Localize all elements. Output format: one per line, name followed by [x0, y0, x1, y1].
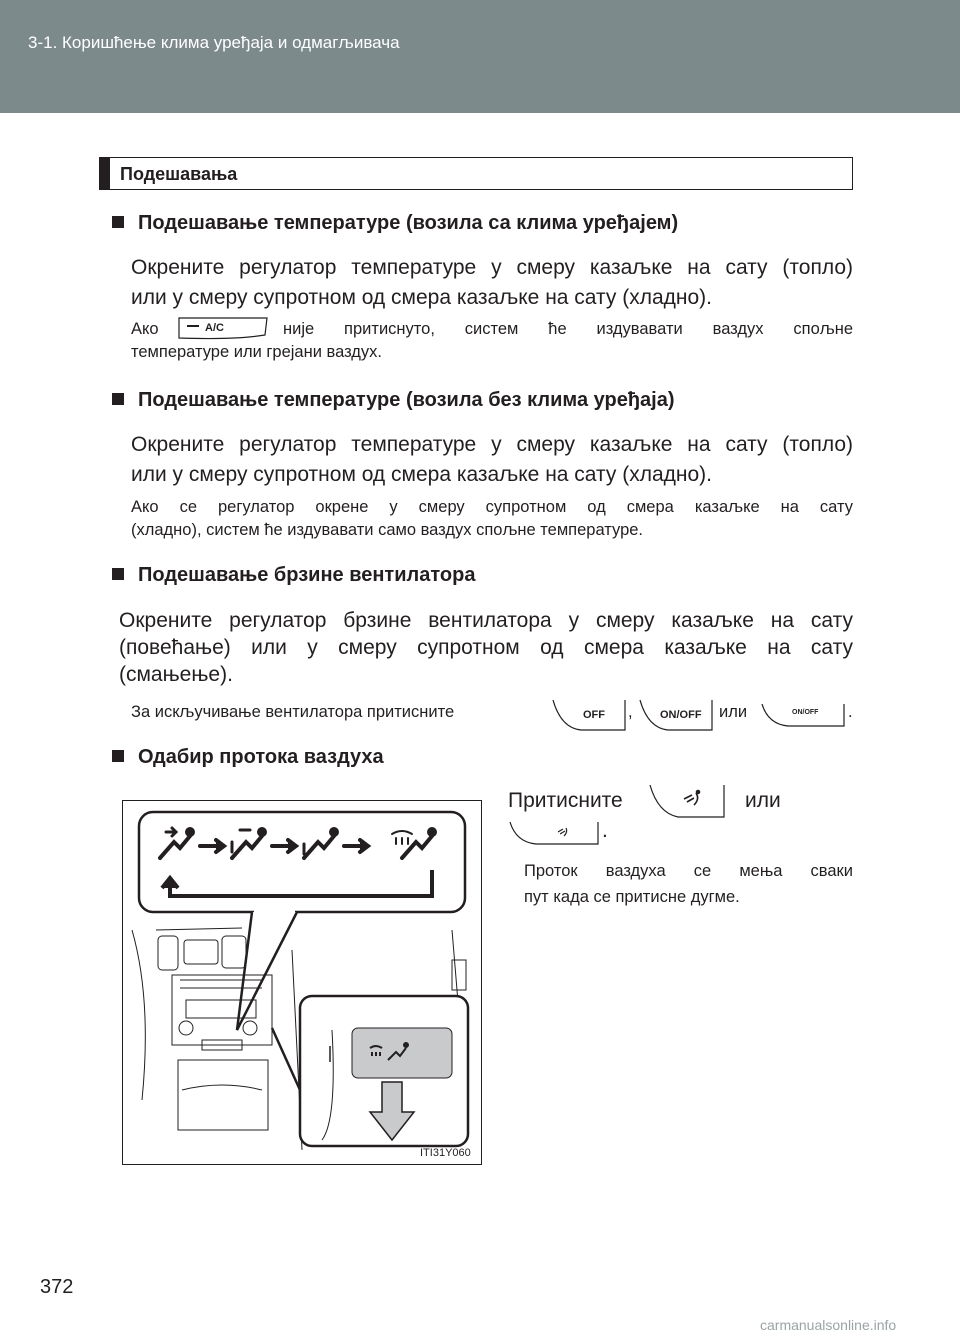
square-bullet-icon — [112, 568, 124, 580]
heading-temp-ac — [112, 212, 678, 235]
fan-body-line3: (смањење). — [119, 663, 233, 686]
temp-ac-body-line2: или у смеру супротном од смера казаљке на сату (хладно). — [131, 286, 712, 309]
section-title-bar — [100, 158, 110, 189]
heading-airflow — [112, 746, 384, 769]
square-bullet-icon — [112, 393, 124, 405]
temp-noac-body-line2: или у смеру супротном од смера казаљке на сату (хладно). — [131, 463, 712, 486]
ac-button-label: A/C — [205, 322, 224, 334]
on-off-button-icon — [638, 698, 714, 732]
airflow-dot: . — [602, 819, 608, 842]
on-off-small-button-label: ON/OFF — [792, 709, 819, 716]
mode-button-icon — [648, 783, 726, 819]
header-section-title: 3-1. Коришћење клима уређаја и одмагљивача — [28, 33, 400, 52]
heading-temp-noac-text: Подешавање температуре (возила без клима уређаја) — [138, 389, 675, 411]
heading-fan-speed — [112, 564, 475, 587]
airflow-note-line2: пут када се притисне дугме. — [524, 888, 740, 906]
section-title: Подешавања — [120, 164, 238, 184]
watermark: carmanualsonline.info — [760, 1317, 897, 1333]
page-header — [0, 0, 960, 113]
fan-note-sep1: , — [628, 703, 633, 721]
square-bullet-icon — [112, 750, 124, 762]
off-button-icon — [551, 698, 627, 732]
on-off-small-button-icon — [760, 700, 846, 730]
ac-button-icon — [175, 315, 269, 341]
temp-ac-note-line2: температуре или грејани ваздух. — [131, 343, 382, 361]
fan-body-line2: (повећање) или у смеру супротном од смера казаљке на сату — [119, 636, 853, 659]
fan-note-sep2: или — [719, 703, 748, 721]
temp-ac-body-line1: Окрените регулатор температуре у смеру казаљке на сату (топло) — [131, 256, 853, 279]
airflow-note-line1: Проток ваздуха се мења сваки — [524, 862, 853, 880]
temp-noac-body-line1: Окрените регулатор температуре у смеру казаљке на сату (топло) — [131, 433, 853, 456]
temp-ac-note-post: није притиснуто, систем ће издувавати ваздух спољне — [283, 320, 853, 338]
page-number: 372 — [40, 1276, 74, 1298]
airflow-press-label: Притисните — [508, 789, 623, 812]
airflow-or-label: или — [745, 789, 781, 812]
fan-note-pre: За искључивање вентилатора притисните — [131, 703, 455, 721]
square-bullet-icon — [112, 216, 124, 228]
heading-temp-noac — [112, 389, 675, 412]
fan-note-end: . — [848, 703, 853, 721]
on-off-button-label: ON/OFF — [660, 709, 702, 721]
heading-temp-ac-text: Подешавање температуре (возила са клима уређајем) — [138, 212, 679, 234]
off-button-label: OFF — [583, 709, 605, 721]
dashboard-illustration — [122, 800, 482, 1165]
heading-airflow-text: Одабир протока ваздуха — [138, 746, 384, 768]
temp-ac-note-pre: Ако — [131, 320, 159, 338]
fan-body-line1: Окрените регулатор брзине вентилатора у смеру казаљке на сату — [119, 609, 853, 632]
figure-code: ITI31Y060 — [420, 1147, 471, 1159]
mode-button-small-icon — [508, 818, 600, 848]
temp-noac-note-line1: Ако се регулатор окрене у смеру супротном од смера казаљке на сату — [131, 498, 853, 516]
heading-fan-speed-text: Подешавање брзине вентилатора — [138, 564, 476, 586]
airflow-face-icon — [684, 791, 700, 806]
section-title-box — [99, 157, 853, 190]
temp-noac-note-line2: (хладно), систем ће издувавати само ваздух спољне температуре. — [131, 521, 644, 539]
